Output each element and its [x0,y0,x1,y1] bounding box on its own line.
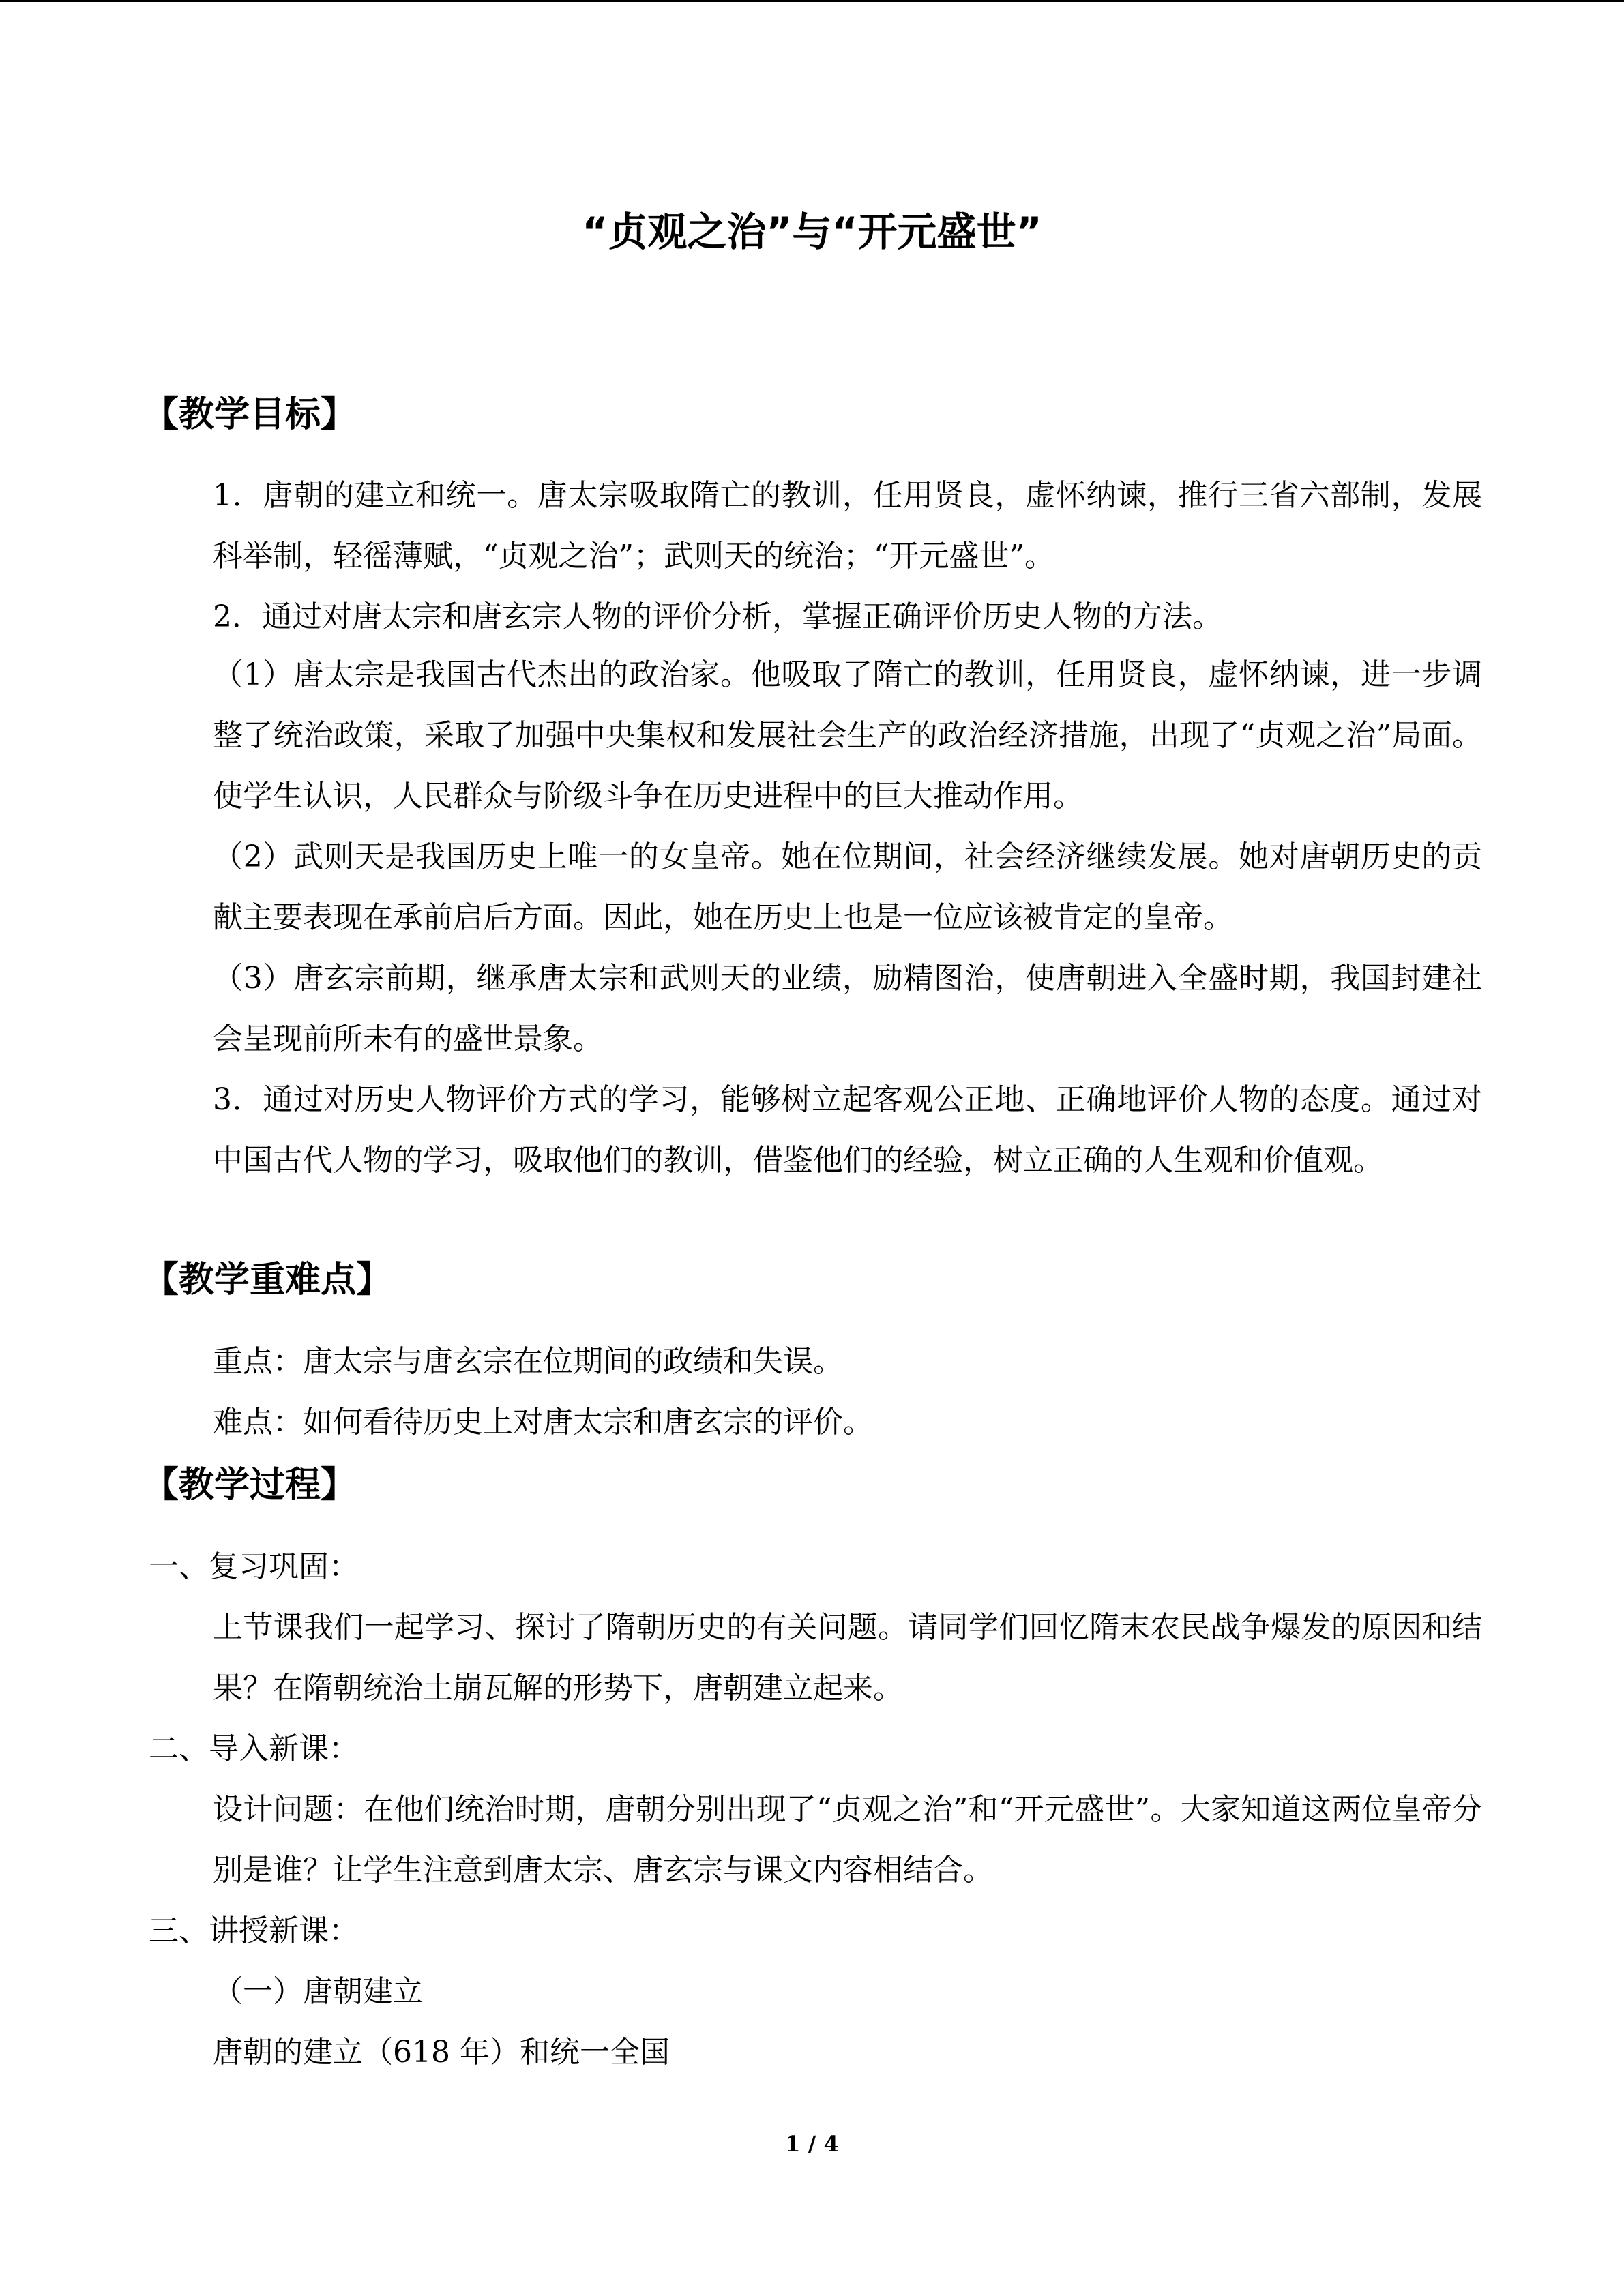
section-heading-goals: 【教学目标】 [143,394,357,435]
step-1-heading: 一、复习巩固： [149,1549,359,1584]
sub-1-text: 唐朝的建立（618 年）和统一全国 [213,2035,670,2070]
goal-2-text: 2．通过对唐太宗和唐玄宗人物的评价分析，掌握正确评价历史人物的方法。 [213,599,1222,634]
document-title: “贞观之治”与“开元盛世” [582,209,1042,255]
step-3-heading: 三、讲授新课： [149,1913,359,1948]
goal-1-paragraph [149,465,1482,586]
sub-1-heading: （一）唐朝建立 [213,1974,423,2009]
goal-2-3-paragraph [149,948,1482,1069]
goal-2-paragraph [149,586,1482,647]
goal-3-text: 3．通过对历史人物评价方式的学习，能够树立起客观公正地、正确地评价人物的态度。通过对中国古代人物的学习，吸取他们的教训，借鉴他们的经验，树立正确的人生观和价值观。 [213,1082,1482,1178]
goal-1-text: 1．唐朝的建立和统一。唐太宗吸取隋亡的教训，任用贤良，虚怀纳谏，推行三省六部制，发展科举制，轻徭薄赋，“贞观之治”；武则天的统治；“开元盛世”。 [213,478,1482,573]
section-heading-process: 【教学过程】 [143,1465,357,1506]
goal-2-3-text: （3）唐玄宗前期，继承唐太宗和武则天的业绩，励精图治，使唐朝进入全盛时期，我国封建社会呈现前所未有的盛世景象。 [213,961,1482,1056]
step-1-text: 上节课我们一起学习、探讨了隋朝历史的有关问题。请同学们回忆隋末农民战争爆发的原因和结果？在隋朝统治土崩瓦解的形势下，唐朝建立起来。 [213,1610,1482,1705]
difficult-point-line: 难点：如何看待历史上对唐太宗和唐玄宗的评价。 [213,1405,873,1440]
key-point-line: 重点：唐太宗与唐玄宗在位期间的政绩和失误。 [213,1344,843,1379]
goal-2-2-text: （2）武则天是我国历史上唯一的女皇帝。她在位期间，社会经济继续发展。她对唐朝历史的贡献主要表现在承前启后方面。因此，她在历史上也是一位应该被肯定的皇帝。 [213,839,1482,935]
step-1-paragraph [149,1597,1482,1718]
step-2-heading: 二、导入新课： [149,1731,359,1766]
page-number: 1 / 4 [785,2131,839,2157]
goal-2-1-text: （1）唐太宗是我国古代杰出的政治家。他吸取了隋亡的教训，任用贤良，虚怀纳谏，进一步调整了统治政策，采取了加强中央集权和发展社会生产的政治经济措施，出现了“贞观之治”局面。使学生认识，人民群众与阶级斗争在历史进程中的巨大推动作用。 [213,657,1482,814]
step-2-paragraph [149,1779,1482,1900]
top-border-line [0,0,1624,2]
goal-2-1-paragraph [149,644,1482,826]
goal-3-paragraph [149,1069,1482,1191]
section-heading-key-points: 【教学重难点】 [143,1259,392,1300]
goal-2-2-paragraph [149,826,1482,948]
step-2-text: 设计问题：在他们统治时期，唐朝分别出现了“贞观之治”和“开元盛世”。大家知道这两位皇帝分别是谁？让学生注意到唐太宗、唐玄宗与课文内容相结合。 [213,1792,1482,1888]
